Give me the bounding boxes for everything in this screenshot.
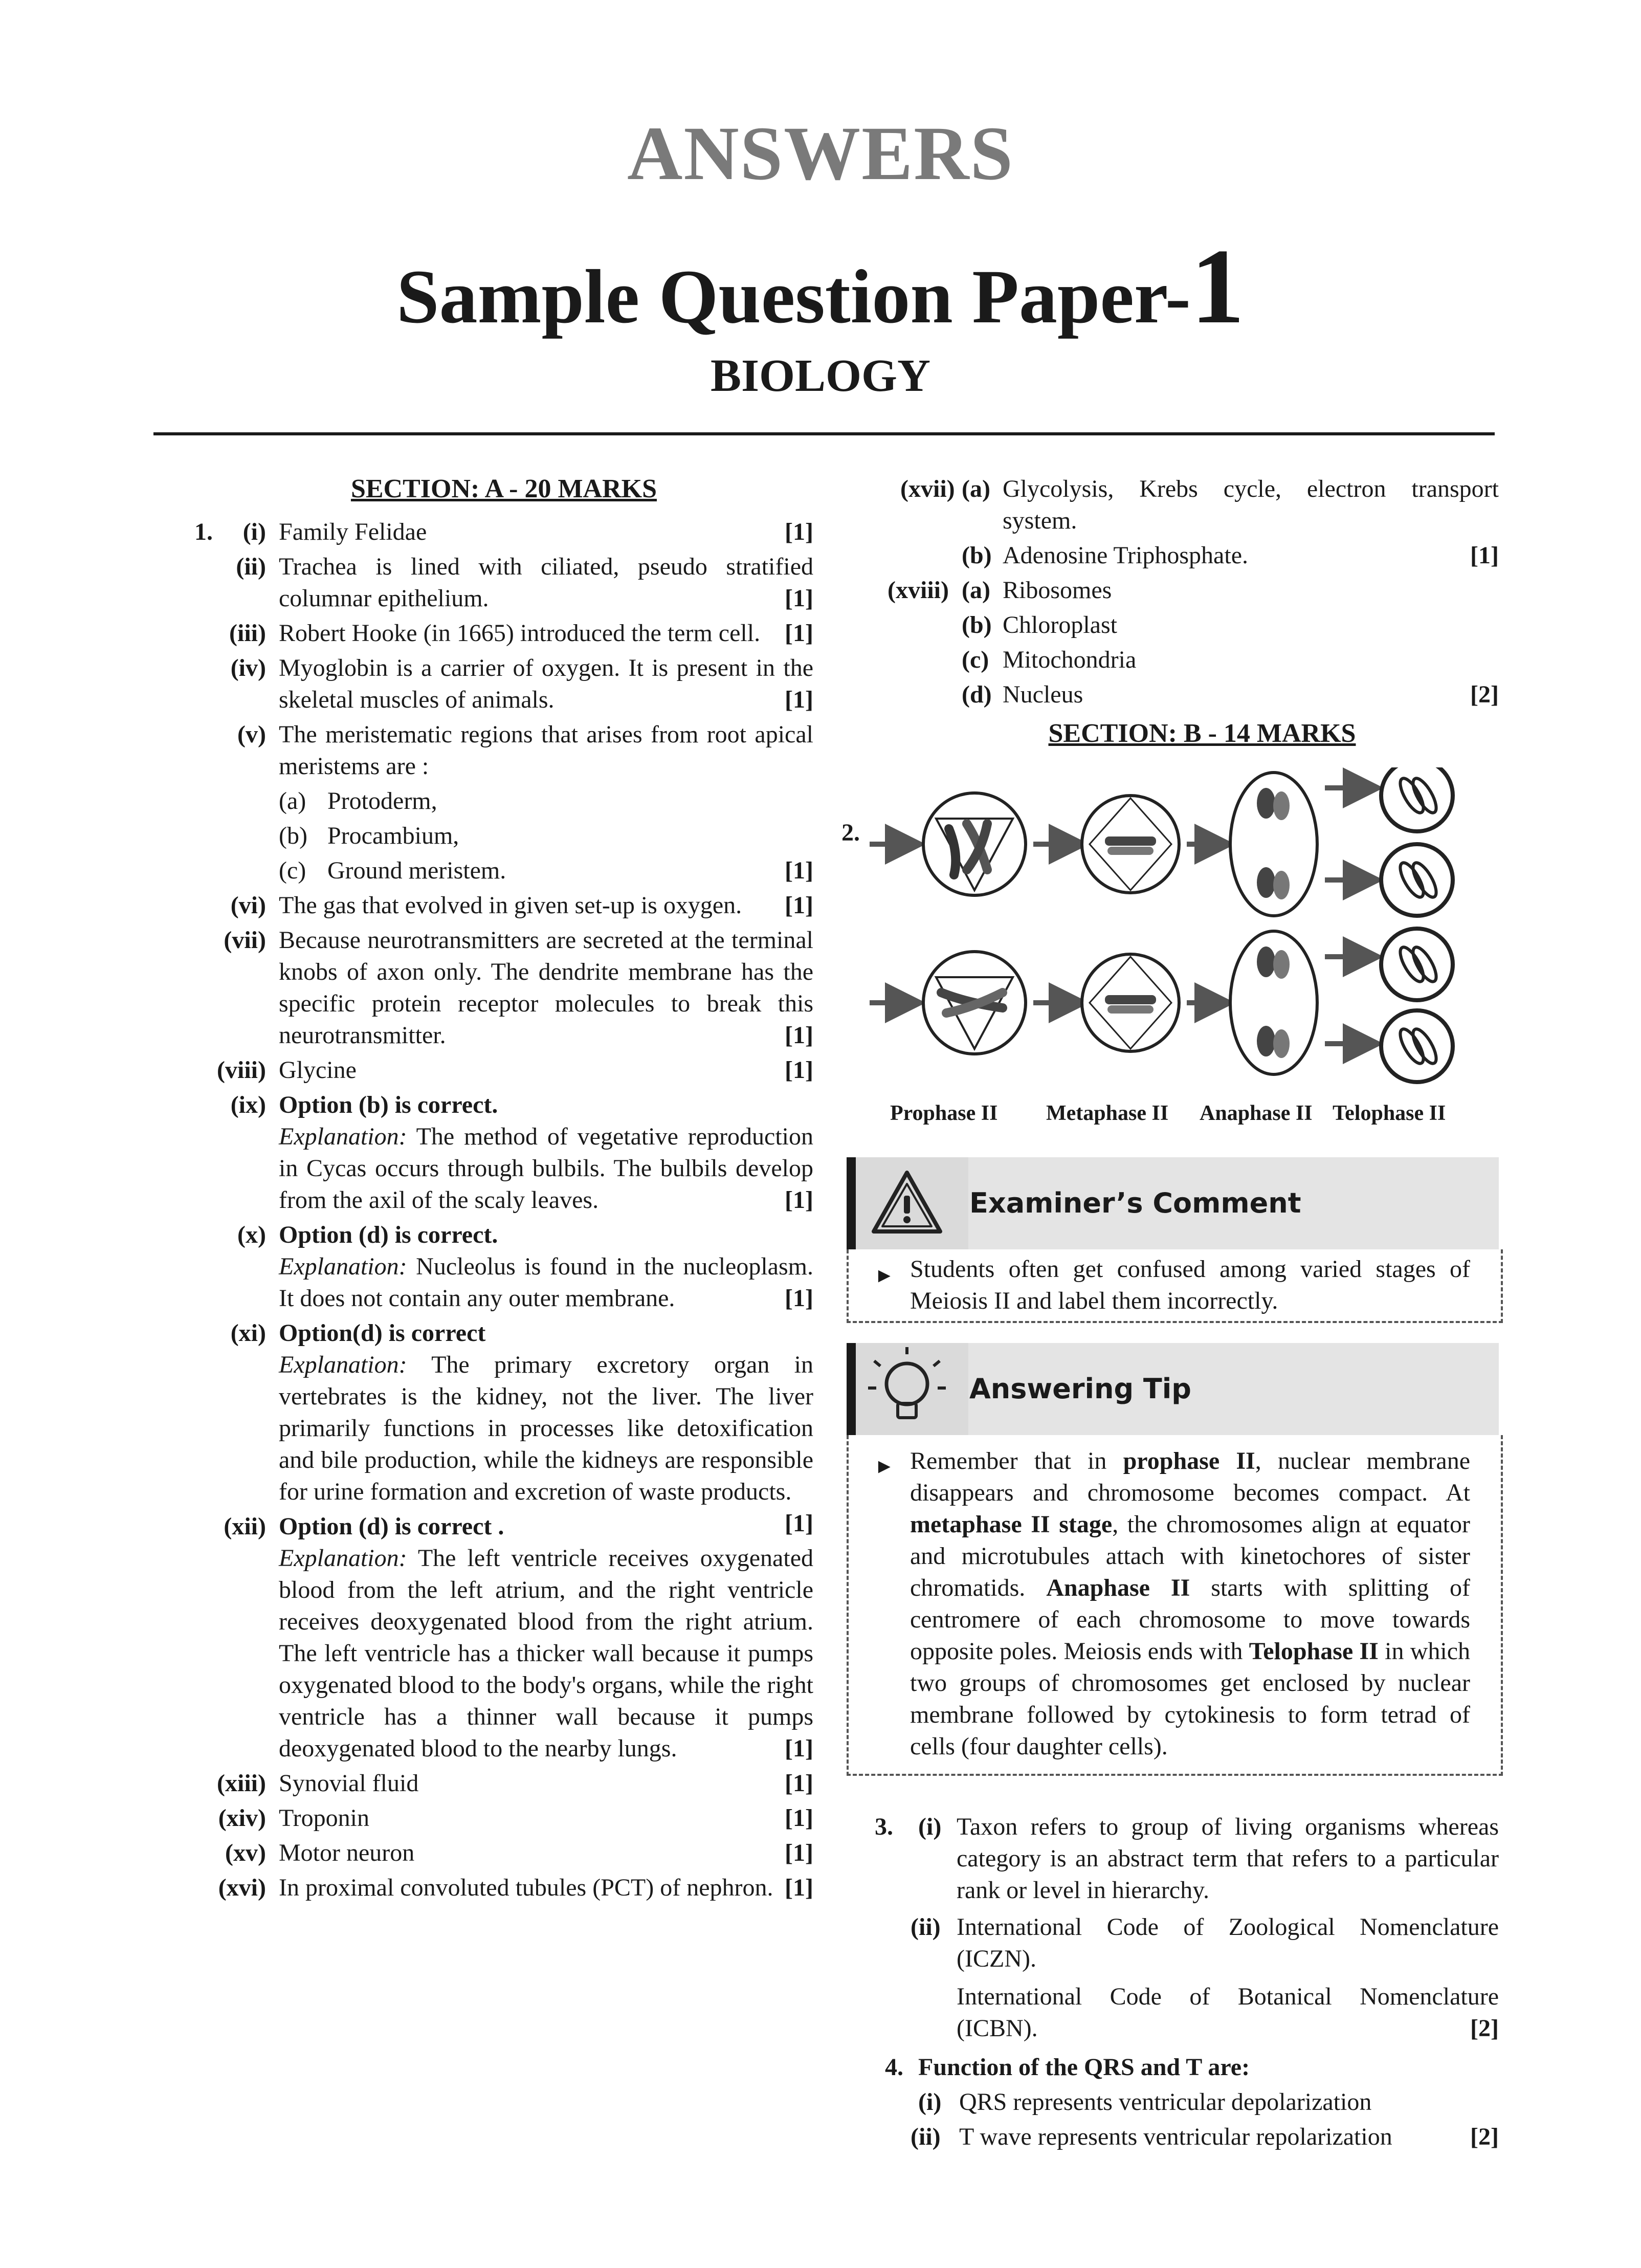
q3 xyxy=(870,1811,1499,1906)
item-text: Trachea is lined with ciliated, pseudo stratified columnar epithelium. xyxy=(279,553,813,612)
item-text: Because neurotransmitters are secreted at the terminal knobs of axon only. The dendrite membrane has the specific protein receptor molecules to break this neurotransmitter. xyxy=(279,927,813,1049)
tip-text: , nuclear membrane disappears and chromosome becomes compact. At xyxy=(910,1447,1470,1506)
q2-number: 2. xyxy=(841,819,860,846)
tip-text: in which two groups of chromosomes get enclosed by nuclear membrane followed by cytokinesis to form tetrad of cells (four daughter cells). xyxy=(910,1638,1471,1760)
mark: [1] xyxy=(1470,542,1499,569)
item-number: (xiv) xyxy=(218,1804,266,1832)
q1-item-xv xyxy=(194,1837,813,1869)
q4-i xyxy=(870,2086,1499,2118)
sub-number: (c) xyxy=(279,857,306,884)
option-answer: Option (d) is correct . xyxy=(279,1513,504,1540)
q4 xyxy=(870,2052,1499,2083)
telophase-bottom xyxy=(1325,929,1453,1082)
answers-heading: ANSWERS xyxy=(627,111,1014,196)
tip-bold: prophase II xyxy=(1123,1447,1255,1474)
q4-i-text: QRS represents ventricular depolarization xyxy=(959,2088,1372,2116)
section-a-heading: SECTION: A - 20 MARKS xyxy=(350,474,657,503)
sub-item-c xyxy=(279,855,813,887)
sub-item-a xyxy=(962,473,1499,537)
explanation-label: Explanation: xyxy=(279,1123,407,1150)
item-number: (v) xyxy=(237,721,266,748)
tip-text: Remember that in xyxy=(910,1447,1123,1474)
sub-text: Protoderm, xyxy=(327,787,437,814)
q1-item-viii xyxy=(194,1054,813,1086)
right-column-bottom xyxy=(870,1811,1499,2153)
option-answer: Option(d) is correct xyxy=(279,1319,486,1347)
mark: [2] xyxy=(1470,681,1499,708)
tip-bold: Anaphase II xyxy=(1046,1574,1190,1601)
item-number: (iii) xyxy=(229,620,266,647)
mark: [1] xyxy=(785,686,813,713)
q1-item-vii xyxy=(194,924,813,1051)
tip-text: , the chromosomes align at equator and microtubules attach with kinetochores of sister chromatids. xyxy=(910,1511,1471,1601)
item-number: (xviii) xyxy=(888,577,949,604)
mark: [1] xyxy=(785,1056,813,1084)
header-divider xyxy=(153,432,1495,435)
sub-text: Nucleus xyxy=(1003,681,1083,708)
q1-item-ix xyxy=(194,1089,813,1216)
item-number: (xii) xyxy=(224,1513,266,1540)
metaphase-top xyxy=(1033,796,1179,893)
sub-text: Chloroplast xyxy=(1003,611,1117,638)
q3-ii-b: International Code of Botanical Nomenclature (ICBN). xyxy=(957,1983,1499,2042)
q1-item-ii xyxy=(194,551,813,614)
item-text: Robert Hooke (in 1665) introduced the term cell. xyxy=(279,620,761,647)
q4-ii-text: T wave represents ventricular repolarization xyxy=(959,2123,1392,2150)
mark: [1] xyxy=(785,1186,813,1214)
metaphase-bottom xyxy=(1033,954,1179,1051)
item-text: Myoglobin is a carrier of oxygen. It is present in the skeletal muscles of animals. xyxy=(279,654,813,713)
q3-i-text: Taxon refers to group of living organisms whereas category is an abstract term that refers to a particular rank or level in hierarchy. xyxy=(957,1813,1499,1904)
arrow-bullet-icon: ► xyxy=(874,1455,895,1478)
examiner-comment-body xyxy=(847,1249,1503,1323)
examiner-comment-title: Examiner’s Comment xyxy=(969,1187,1301,1219)
item-number: (xvii) xyxy=(900,475,955,502)
sub-number: (a) xyxy=(962,475,990,502)
explanation-label: Explanation: xyxy=(279,1545,407,1572)
mark: [1] xyxy=(785,620,813,647)
page-title xyxy=(0,227,1641,346)
lightbulb-icon xyxy=(847,1343,968,1435)
item-number: (viii) xyxy=(217,1056,266,1084)
q1-item-v xyxy=(194,719,813,887)
title-text: Sample Question Paper- xyxy=(396,254,1191,339)
q3-ii xyxy=(870,1911,1499,2044)
q4-ii xyxy=(870,2121,1499,2153)
item-number: (ii) xyxy=(911,2123,941,2150)
mark: [1] xyxy=(785,585,813,612)
explanation-text: The primary excretory organ in vertebrates is the kidney, not the liver. The liver primarily functions in processes like detoxification and bile production, while the kidneys are responsible for urine formation and excretion of waste products. xyxy=(279,1351,813,1505)
item-text: Troponin xyxy=(279,1804,369,1832)
mark: [1] xyxy=(785,1285,813,1312)
q1-item-iii xyxy=(194,618,813,649)
anaphase-top xyxy=(1187,773,1317,916)
tip-bold: metaphase II stage xyxy=(910,1511,1113,1538)
sub-text: Mitochondria xyxy=(1003,646,1137,673)
item-text: Motor neuron xyxy=(279,1839,415,1866)
mark: [1] xyxy=(785,857,813,884)
sub-item-c xyxy=(962,644,1499,676)
meiosis-ii-diagram xyxy=(864,767,1468,1085)
q1-item-iv xyxy=(194,652,813,716)
tip-text: starts with splitting of centromere of each chromosome to move towards opposite poles. Meiosis ends with xyxy=(910,1574,1470,1665)
answering-tip-title: Answering Tip xyxy=(969,1373,1191,1405)
sub-number: (b) xyxy=(962,611,992,638)
mark: [1] xyxy=(785,1735,813,1762)
sub-item-a xyxy=(962,575,1499,606)
warning-icon xyxy=(847,1157,968,1249)
mark: [1] xyxy=(785,1770,813,1797)
sub-text: Procambium, xyxy=(327,822,459,849)
sub-item-b xyxy=(962,609,1499,641)
q3-ii-a: International Code of Zoological Nomenclature (ICZN). xyxy=(957,1913,1499,1972)
sub-item-a xyxy=(279,785,813,817)
sub-text: Ribosomes xyxy=(1003,577,1112,604)
sub-text: Glycolysis, Krebs cycle, electron transport system. xyxy=(1003,475,1499,534)
option-answer: Option (d) is correct. xyxy=(279,1221,498,1248)
label-prophase-ii: Prophase II xyxy=(890,1102,998,1125)
title-number: 1 xyxy=(1190,227,1245,346)
label-telophase-ii: Telophase II xyxy=(1333,1102,1446,1125)
prophase-bottom xyxy=(870,952,1026,1054)
left-column xyxy=(194,473,813,1904)
item-number: (xvi) xyxy=(218,1874,266,1901)
item-text: Synovial fluid xyxy=(279,1770,419,1797)
sub-number: (b) xyxy=(279,822,307,849)
answering-tip-text xyxy=(879,1445,1470,1763)
mark: [1] xyxy=(785,518,813,545)
arrow-bullet-icon: ► xyxy=(874,1264,895,1287)
explanation-label: Explanation: xyxy=(279,1351,407,1378)
examiner-comment-header xyxy=(847,1157,1499,1249)
sub-item-b xyxy=(279,820,813,852)
mark: [1] xyxy=(785,1874,813,1901)
telophase-top xyxy=(1325,767,1453,916)
mark: [1] xyxy=(785,1022,813,1049)
item-number: (i) xyxy=(918,2088,942,2116)
item-number: (xiii) xyxy=(217,1770,266,1797)
answering-tip-body xyxy=(847,1435,1503,1776)
sub-number: (b) xyxy=(962,542,992,569)
explanation-label: Explanation: xyxy=(279,1253,407,1280)
item-number: (x) xyxy=(237,1221,266,1248)
q1-item-vi xyxy=(194,890,813,921)
item-number: (ii) xyxy=(236,553,266,580)
explanation-text: The method of vegetative reproduction in Cycas occurs through bulbils. The bulbils develop from the axil of the scaly leaves. xyxy=(279,1123,813,1214)
mark: [2] xyxy=(1470,2123,1499,2150)
mark: [2] xyxy=(1470,2015,1499,2042)
label-metaphase-ii: Metaphase II xyxy=(1046,1102,1169,1125)
item-number: (ix) xyxy=(230,1091,266,1118)
q1-item-xiii xyxy=(194,1768,813,1799)
sub-number: (a) xyxy=(279,787,306,814)
right-column-top xyxy=(849,473,1499,750)
item-number: (i) xyxy=(242,518,266,545)
q1-item-i xyxy=(194,516,813,548)
q1-item-xii xyxy=(194,1511,813,1765)
item-text: In proximal convoluted tubules (PCT) of nephron. xyxy=(279,1874,773,1901)
item-text: The gas that evolved in given set-up is oxygen. xyxy=(279,892,742,919)
item-number: (vi) xyxy=(230,892,266,919)
item-number: (ii) xyxy=(911,1913,941,1941)
label-anaphase-ii: Anaphase II xyxy=(1200,1102,1313,1125)
subject-heading: BIOLOGY xyxy=(710,350,931,401)
item-number: (xv) xyxy=(225,1839,266,1866)
q1-item-xvi xyxy=(194,1872,813,1904)
sub-item-d xyxy=(962,679,1499,711)
sub-number: (d) xyxy=(962,681,992,708)
q1-item-xviii xyxy=(849,575,1499,711)
item-number: (i) xyxy=(918,1813,942,1840)
item-number: (iv) xyxy=(230,654,266,681)
tip-bold: Telophase II xyxy=(1249,1638,1379,1665)
q4-heading: Function of the QRS and T are: xyxy=(918,2054,1250,2081)
q4-number: 4. xyxy=(885,2054,903,2081)
prophase-top xyxy=(870,793,1026,895)
sub-text: Adenosine Triphosphate. xyxy=(1003,542,1248,569)
sub-number: (a) xyxy=(962,577,990,604)
q1-number: 1. xyxy=(194,518,213,545)
option-answer: Option (b) is correct. xyxy=(279,1091,498,1118)
answering-tip-header xyxy=(847,1343,1499,1435)
item-text: The meristematic regions that arises from root apical meristems are : xyxy=(279,721,813,780)
item-number: (xi) xyxy=(230,1319,266,1347)
item-number: (vii) xyxy=(224,927,266,954)
section-b-heading: SECTION: B - 14 MARKS xyxy=(1048,719,1356,748)
mark: [1] xyxy=(785,1804,813,1832)
q3-number: 3. xyxy=(875,1813,893,1840)
sub-number: (c) xyxy=(962,646,989,673)
anaphase-bottom xyxy=(1187,931,1317,1074)
q1-item-xvii xyxy=(849,473,1499,571)
sub-item-b xyxy=(962,540,1499,571)
explanation-text: Nucleolus is found in the nucleoplasm. It does not contain any outer membrane. xyxy=(279,1253,813,1312)
q1-item-xiv xyxy=(194,1802,813,1834)
mark: [1] xyxy=(785,1510,813,1537)
sub-text: Ground meristem. xyxy=(327,857,506,884)
mark: [1] xyxy=(785,892,813,919)
item-text: Glycine xyxy=(279,1056,357,1084)
item-text: Family Felidae xyxy=(279,518,427,545)
explanation-text: The left ventricle receives oxygenated blood from the left atrium, and the right ventricle receives deoxygenated blood from the right atrium. The left ventricle has a thicker wall because it pumps oxygenated blood to the body's organs, while the right ventricle has a thinner wall because it pumps deoxygenated blood to the nearby lungs. xyxy=(279,1545,813,1762)
examiner-comment-text: Students often get confused among varied stages of Meiosis II and label them incorrectly. xyxy=(910,1256,1470,1314)
q1-item-x xyxy=(194,1219,813,1314)
mark: [1] xyxy=(785,1839,813,1866)
